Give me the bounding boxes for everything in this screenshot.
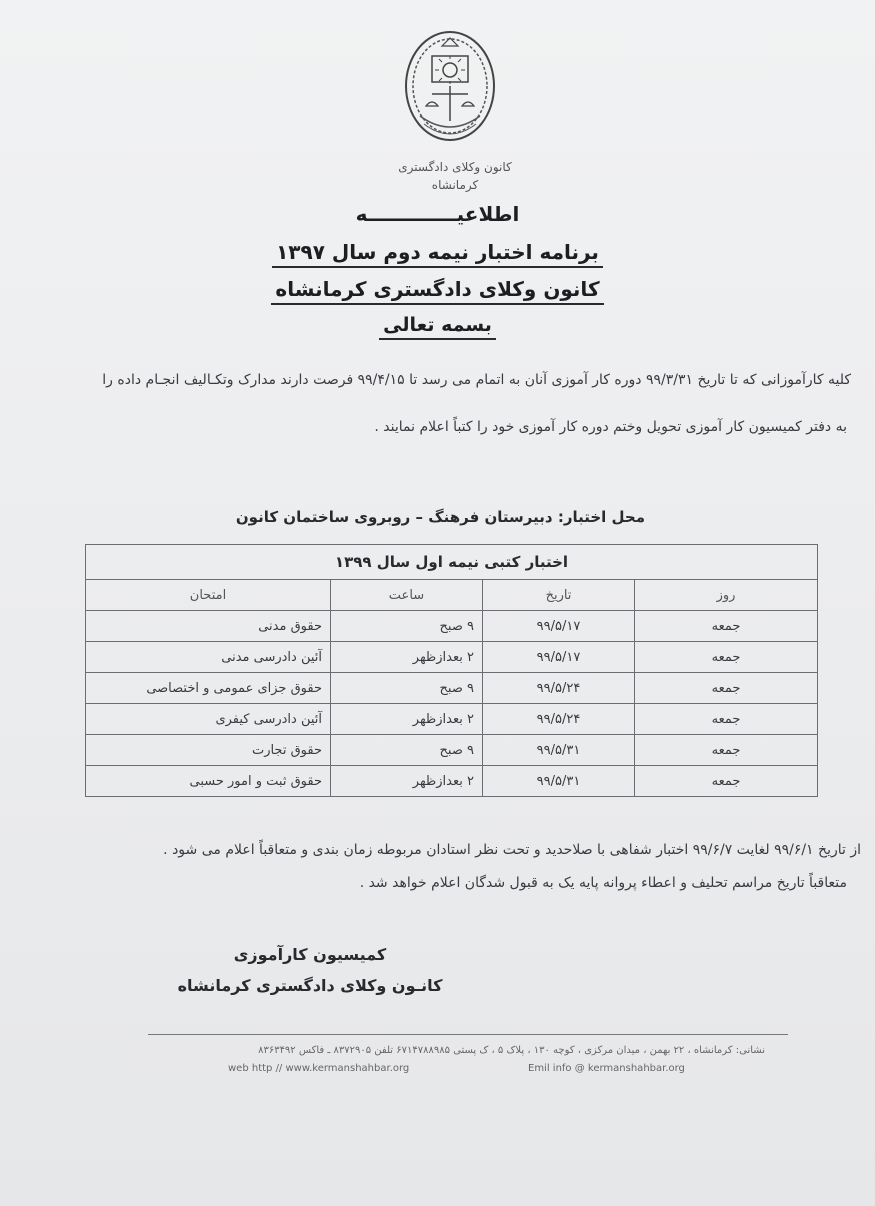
program-heading [0, 240, 875, 264]
bar-association-emblem-icon [402, 26, 498, 156]
table-row [86, 673, 818, 704]
invocation-heading [0, 314, 875, 336]
cell-exam: حقوق ثبت و امور حسبی [86, 766, 331, 797]
footer-divider [148, 1034, 788, 1035]
cell-exam: حقوق تجارت [86, 735, 331, 766]
table-caption: اختبار کتبی نیمه اول سال ۱۳۹۹ [86, 545, 818, 580]
note-ceremony: متعاقباً تاریخ مراسم تحلیف و اعطاء پروانه پایه یک به قبول شدگان اعلام خواهد شد . [359, 875, 847, 891]
cell-day: جمعه [635, 673, 818, 704]
exam-location: محل اختبار: دبیرستان فرهنگ – روبروی ساختمان کانون [235, 508, 645, 526]
paragraph-deadline: کلیه کارآموزانی که تا تاریخ ۹۹/۳/۳۱ دوره کار آموزی آنان به اتمام می رسد تا ۹۹/۴/۱۵ فرصت دارند مدارک وتکـالیف انجـام داده را [102, 372, 851, 388]
cell-date: ۹۹/۵/۱۷ [483, 642, 635, 673]
cell-date: ۹۹/۵/۳۱ [483, 735, 635, 766]
cell-exam: آئین دادرسی کیفری [86, 704, 331, 735]
org-name-line2: کرمانشاه [431, 178, 479, 192]
exam-schedule-table [85, 544, 818, 797]
table-row [86, 611, 818, 642]
footer-address: نشانی: کرمانشاه ، ۲۲ بهمن ، میدان مرکزی ، کوچه ۱۳۰ ، پلاک ۵ ، ک پستی ۶۷۱۴۷۸۸۹۸۵ تلفن ۸۳۷۲۹۰۵ ـ فاکس ۸۳۶۳۴۹۲ [258, 1045, 765, 1056]
footer-website-link[interactable]: web http // www.kermanshahbar.org [228, 1063, 410, 1074]
cell-day: جمعه [635, 611, 818, 642]
signature-organization: کانـون وکلای دادگستری کرمانشاه [177, 976, 443, 995]
table-row [86, 735, 818, 766]
cell-day: جمعه [635, 704, 818, 735]
cell-exam: حقوق جزای عمومی و اختصاصی [86, 673, 331, 704]
header-time: ساعت [331, 580, 483, 611]
org-name-line1: کانون وکلای دادگستری [398, 160, 512, 174]
header-date: تاریخ [483, 580, 635, 611]
cell-date: ۹۹/۵/۱۷ [483, 611, 635, 642]
cell-date: ۹۹/۵/۲۴ [483, 673, 635, 704]
cell-time: ۲ بعدازظهر [331, 704, 483, 735]
cell-date: ۹۹/۵/۳۱ [483, 766, 635, 797]
invocation-text: بسمه تعالی [379, 314, 496, 340]
table-row [86, 704, 818, 735]
program-text: برنامه اختبار نیمه دوم سال ۱۳۹۷ [272, 240, 603, 268]
announcement-text: اطلاعیـــــــــــــه [355, 202, 520, 226]
note-oral-exam: از تاریخ ۹۹/۶/۱ لغایت ۹۹/۶/۷ اختبار شفاهی با صلاحدید و تحت نظر استادان مربوطه زمان بندی و متعاقباً اعلام می شود . [163, 842, 861, 858]
cell-time: ۲ بعدازظهر [331, 642, 483, 673]
cell-day: جمعه [635, 642, 818, 673]
header-exam: امتحان [86, 580, 331, 611]
cell-exam: حقوق مدنی [86, 611, 331, 642]
announcement-heading [0, 202, 875, 226]
cell-exam: آئین دادرسی مدنی [86, 642, 331, 673]
table-row [86, 642, 818, 673]
cell-time: ۹ صبح [331, 611, 483, 642]
cell-date: ۹۹/۵/۲۴ [483, 704, 635, 735]
organization-heading [0, 277, 875, 301]
header-day: روز [635, 580, 818, 611]
cell-day: جمعه [635, 766, 818, 797]
cell-time: ۹ صبح [331, 735, 483, 766]
cell-time: ۲ بعدازظهر [331, 766, 483, 797]
table-header-row [86, 580, 818, 611]
cell-time: ۹ صبح [331, 673, 483, 704]
footer-email-link[interactable]: Emil info @ kermanshahbar.org [528, 1063, 685, 1074]
organization-text: کانون وکلای دادگستری کرمانشاه [271, 277, 603, 305]
table-row [86, 766, 818, 797]
cell-day: جمعه [635, 735, 818, 766]
paragraph-submission: به دفتر کمیسیون کار آموزی تحویل وختم دوره کار آموزی خود را کتباً اعلام نمایند . [374, 419, 847, 435]
signature-commission: کمیسیون کارآموزی [233, 945, 387, 964]
